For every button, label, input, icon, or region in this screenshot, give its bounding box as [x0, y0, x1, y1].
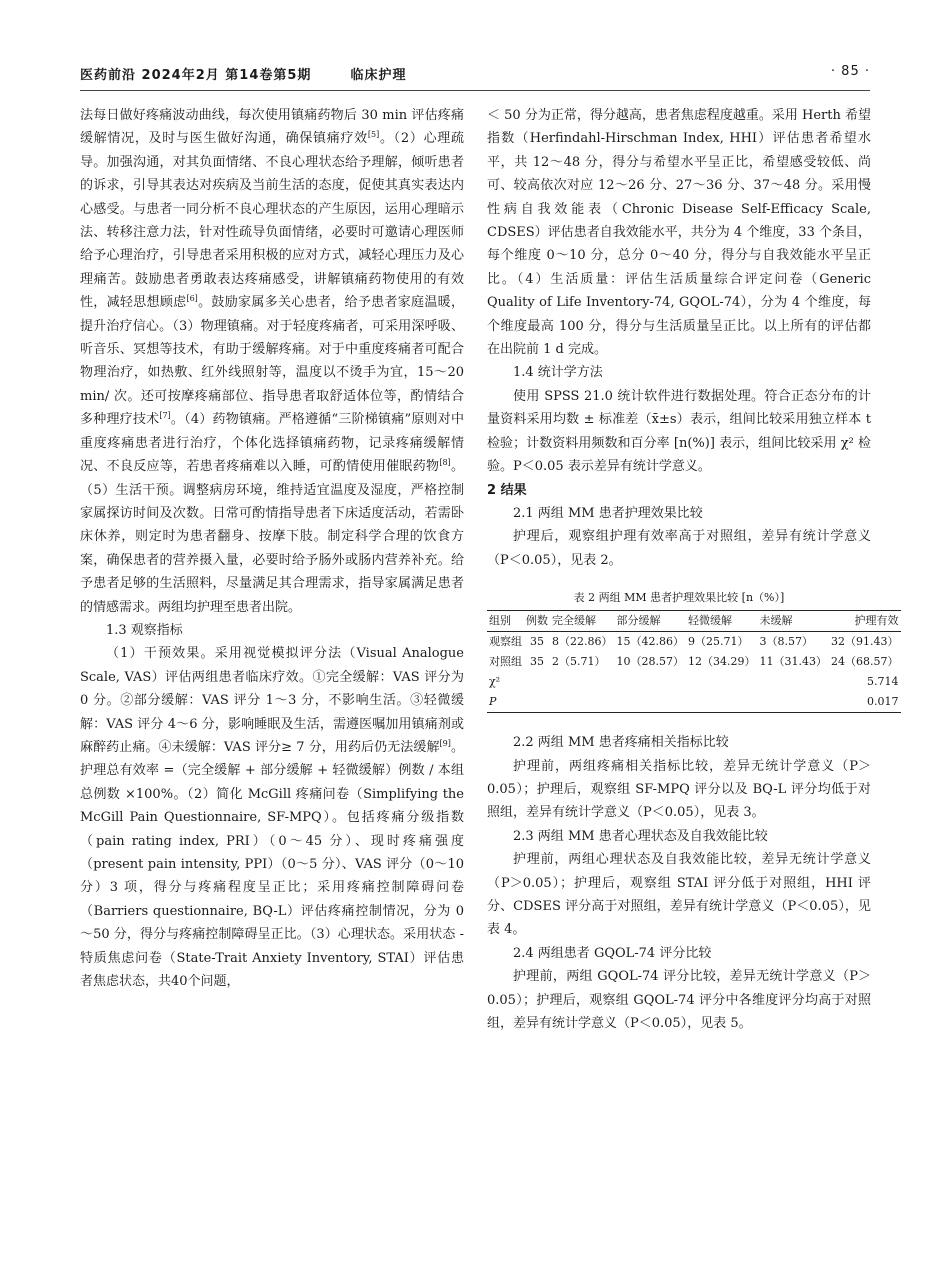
table-header-row [487, 611, 901, 632]
text-run: 法每日做好疼痛波动曲线，每次使用镇痛药物后 30 min 评估疼痛缓解情况，及时与医生做好沟通，确保镇痛疗效 [80, 108, 464, 147]
table-header-cell: 护理有效 [829, 611, 901, 632]
table-cell: 24（68.57） [831, 655, 899, 669]
page-number: · 85 · [830, 64, 870, 79]
table-cell: 对照组 [489, 655, 522, 669]
text-run: （1）干预效果。采用视觉模拟评分法（Visual Analogue Scale, VAS）评估两组患者临床疗效。①完全缓解：VAS 评分为 0 分。②部分缓解：VAS 评分 1～3 分，不影响生活。③轻微缓解：VAS 评分 4～6 分，影响睡眠及生活，需遵医嘱加用镇痛剂或麻醉药止痛。④未缓解：VAS 评分≥ 7 分，用药后仍无法缓解 [80, 646, 464, 755]
result-paragraph-2-2: 护理前，两组疼痛相关指标比较，差异无统计学意义（P＞0.05）；护理后，观察组 SF-MPQ 评分以及 BQ-L 评分均低于对照组，差异有统计学意义（P＜0.05），见表 3。 [487, 758, 871, 821]
table-cell: 5.714 [867, 675, 899, 689]
table-cell: 2（5.71） [552, 655, 606, 669]
result-paragraph-2-4: 护理前，两组 GQOL-74 评分比较，差异无统计学意义（P＞0.05）；护理后，观察组 GQOL-74 评分中各维度评分均高于对照组，差异有统计学意义（P＜0.05），见表 5。 [487, 969, 871, 1031]
section-heading-2-3: 2.3 两组 MM 患者心理状态及自我效能比较 [513, 828, 768, 844]
observation-paragraph [80, 642, 464, 993]
text-run: 。（5）生活干预。调整病房环境，维持适宜温度及湿度，严格控制家属探访时间及次数。日常可酌情指导患者下床适度活动，若需卧床休养，则定时为患者翻身、按摩下肢。制定科学合理的饮食方案，确保患者的营养摄入量，必要时给予肠外或肠内营养补充。给予患者足够的生活照料，尽量满足其合理需求，指导家属满足患者的情感需求。两组均护理至患者出院。 [80, 459, 464, 615]
table-caption: 表 2 两组 MM 患者护理效果比较 [n（%）] [573, 591, 785, 605]
table-row [487, 632, 901, 653]
table-cell: 35 [530, 635, 544, 649]
table-cell: 12（34.29） [688, 655, 756, 669]
table-2 [487, 588, 899, 713]
header-rule [80, 90, 870, 91]
section-heading-1-3: 1.3 观察指标 [106, 622, 183, 638]
citation: [8] [439, 458, 451, 468]
journal-info [80, 64, 407, 83]
table-cell: 35 [530, 655, 544, 669]
text-run: 。（4）药物镇痛。严格遵循“三阶梯镇痛”原则对中重度疼痛患者进行治疗，个体化选择镇痛药物，记录疼痛缓解情况、不良反应等，若患者疼痛难以入睡，可酌情使用催眠药物 [80, 412, 464, 475]
table-cell: 9（25.71） [688, 635, 749, 649]
table-cell: 15（42.86） [616, 635, 684, 649]
table-cell: 11（31.43） [759, 655, 827, 669]
citation: [9] [439, 738, 451, 748]
table-header-cell: 未缓解 [758, 611, 830, 632]
citation: [5] [367, 130, 380, 140]
table-cell: 10（28.57） [616, 655, 684, 669]
table-cell [758, 672, 830, 692]
result-paragraph-2-1: 护理后，观察组护理有效率高于对照组，差异有统计学意义（P＜0.05），见表 2。 [487, 529, 871, 568]
table-cell [686, 692, 758, 713]
table-cell [615, 672, 687, 692]
table-cell: 32（91.43） [831, 635, 899, 649]
table-cell [550, 672, 615, 692]
table-cell [550, 692, 615, 713]
table-cell [758, 692, 830, 713]
text-run: 。鼓励家属多关心患者，给予患者家庭温暖，提升治疗信心。（3）物理镇痛。对于轻度疼痛者，可采用深呼吸、听音乐、冥想等技术，有助于缓解疼痛。对于中重度疼痛者可配合物理治疗，如热敷、红外线照射等，温度以不烫手为宜，15～20 min/ 次。还可按摩疼痛部位、指导患者取舒适体位等，酌情结合多种理疗技术 [80, 295, 464, 428]
table-cell [524, 672, 550, 692]
table-header-cell: 完全缓解 [550, 611, 615, 632]
section-heading-2-4: 2.4 两组患者 GQOL-74 评分比较 [513, 945, 712, 961]
results-table [487, 610, 901, 713]
running-header [80, 64, 870, 86]
statistics-paragraph: 使用 SPSS 21.0 统计软件进行数据处理。符合正态分布的计量资料采用均数 ± 标准差（x̄±s）表示，组间比较采用独立样本 t 检验；计数资料用频数和百分率 [n(%)] 表示，组间比较采用 χ² 检验。P＜0.05 表示差异有统计学意义。 [487, 388, 871, 475]
table-row [487, 652, 901, 672]
table-header-cell: 例数 [524, 611, 550, 632]
table-cell [524, 692, 550, 713]
citation: [6] [186, 294, 198, 304]
table-cell: 3（8.57） [759, 635, 813, 649]
assessment-paragraph: ＜ 50 分为正常，得分越高，患者焦虑程度越重。采用 Herth 希望指数（Herfindahl-Hirschman Index, HHI）评估患者希望水平，共 12～48 分，得分与希望水平呈正比，希望感受较低、尚可、较高依次对应 12～26 分、27～36 分、37～48 分。采用慢性病自我效能表（Chronic Disease Self-Efficacy Scale, CDSES）评估患者自我效能水平，共分为 4 个维度，33 个条目，每个维度 0～10 分，总分 0～40 分，得分与自我效能水平呈正比。（4）生活质量：评估生活质量综合评定问卷（Generic Quality of Life Inventory-74, GQOL-74），分为 4 个维度，每个维度最高 100 分，得分与生活质量呈正比。以上所有的评估都在出院前 1 d 完成。 [487, 108, 871, 358]
nursing-paragraph [80, 104, 464, 619]
left-column [80, 104, 464, 993]
table-header-cell: 部分缓解 [615, 611, 687, 632]
table-cell [615, 692, 687, 713]
section-heading-2-1: 2.1 两组 MM 患者护理效果比较 [513, 505, 703, 521]
table-cell: 8（22.86） [552, 635, 613, 649]
table-cell: 观察组 [489, 635, 522, 649]
table-header-cell: 组别 [487, 611, 524, 632]
table-header-cell: 轻微缓解 [686, 611, 758, 632]
table-row [487, 692, 901, 713]
table-cell: 0.017 [829, 692, 901, 713]
journal-issue: 医药前沿 2024年2月 第14卷第5期 [80, 68, 312, 83]
section-heading-1-4: 1.4 统计学方法 [513, 365, 603, 381]
text-run: 。（2）心理疏导。加强沟通，对其负面情绪、不良心理状态给予理解，倾听患者的诉求，引导其表达对疾病及当前生活的态度，促使其真实表达内心感受。与患者一同分析不良心理状态的产生原因，运用心理暗示法、转移注意力法，针对性疏导负面情绪，必要时可邀请心理医师给予心理治疗，引导患者采用积极的应对方式，减轻心理压力及心理痛苦。鼓励患者勇敢表达疼痛感受，讲解镇痛药物使用的有效性，减轻思想顾虑 [80, 131, 464, 311]
right-column [487, 104, 899, 1035]
section-heading-2-2: 2.2 两组 MM 患者疼痛相关指标比较 [513, 735, 729, 751]
table-cell: P [487, 692, 524, 713]
text-run: 。护理总有效率 =（完全缓解 + 部分缓解 + 轻微缓解）例数 / 本组总例数 ×100%。（2）简化 McGill 疼痛问卷（Simplifying the McGill Pain Questionnaire, SF-MPQ）。包括疼痛分级指数（pain rating index, PRI）（0～45 分）、现时疼痛强度（present pain intensity, PPI）（0～5 分）、VAS 评分（0～10 分）3 项，得分与疼痛程度呈正比；采用疼痛控制障碍问卷（Barriers questionnaire, BQ-L）评估疼痛控制情况，分为 0～50 分，得分与疼痛控制障碍呈正比。（3）心理状态。采用状态 - 特质焦虑问卷（State-Trait Anxiety Inventory, STAI）评估患者焦虑状态，共40个问题， [80, 739, 464, 990]
section-heading-2: 2 结果 [487, 482, 527, 498]
table-cell: χ² [489, 675, 501, 689]
table-row [487, 672, 901, 692]
table-cell [686, 672, 758, 692]
citation: [7] [159, 411, 171, 421]
section-name: 临床护理 [350, 68, 407, 83]
result-paragraph-2-3: 护理前，两组心理状态及自我效能比较，差异无统计学意义（P＞0.05）；护理后，观察组 STAI 评分低于对照组，HHI 评分、CDSES 评分高于对照组，差异有统计学意义（P＜0.05），见表 4。 [487, 852, 871, 938]
